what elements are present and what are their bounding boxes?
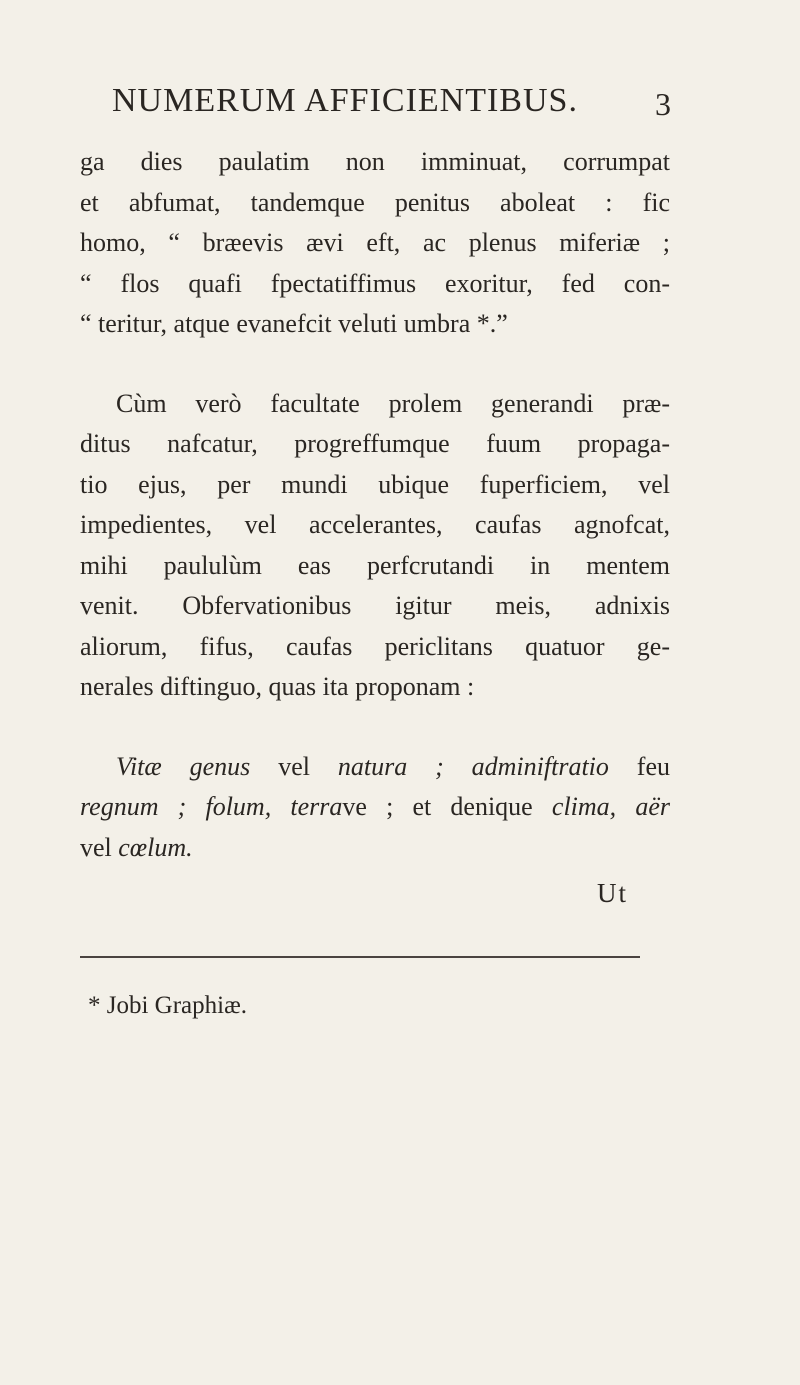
- text-run: vel: [80, 832, 119, 862]
- italic-term: cœlum.: [118, 832, 193, 862]
- text-line: venit. Obfervationibus igitur meis, adnixis: [80, 591, 670, 620]
- text-line: aliorum, fifus, caufas periclitans quatuor ge-: [80, 631, 670, 661]
- italic-term: natura ; adminiftratio: [337, 751, 609, 781]
- page-number: 3: [655, 86, 672, 122]
- text-line: “ flos quafi fpectatiffimus exoritur, fed con-: [80, 268, 670, 298]
- italic-term: Vitæ genus: [116, 751, 251, 781]
- text-run: vel: [250, 751, 338, 781]
- text-line: tio ejus, per mundi ubique fuperficiem, vel: [80, 469, 670, 499]
- text-line: nerales diftinguo, quas ita proponam :: [80, 672, 475, 701]
- text-line: et abfumat, tandemque penitus aboleat : fic: [80, 187, 670, 217]
- italic-term: clima, aër: [551, 792, 670, 821]
- text-line: Cùm verò facultate prolem generandi præ-: [116, 388, 670, 418]
- footnote: * Jobi Graphiæ.: [88, 992, 248, 1019]
- text-run: feu: [608, 751, 670, 781]
- text-line: “ teritur, atque evanefcit veluti umbra *.”: [80, 309, 508, 338]
- text-line: homo, “ bræevis ævi eft, ac plenus miferiæ ;: [80, 228, 670, 257]
- text-line: mihi paululùm eas perfcrutandi in mentem: [80, 550, 670, 580]
- body-text: [80, 142, 670, 868]
- text-line: ditus nafcatur, progreffumque fuum propaga-: [80, 429, 670, 458]
- catchword: Ut: [597, 878, 628, 908]
- text-line: [80, 828, 670, 869]
- text-run: ve ; et denique: [342, 792, 552, 821]
- text-line: [80, 747, 670, 788]
- text-line: [80, 787, 670, 828]
- running-title: NUMERUM AFFICIENTIBUS.: [112, 82, 578, 119]
- footnote-rule: [80, 956, 640, 958]
- text-line: impedientes, vel accelerantes, caufas agnofcat,: [80, 510, 670, 539]
- running-head: [112, 82, 672, 120]
- italic-term: regnum ; folum, terra: [80, 792, 343, 821]
- paragraph-gap: [80, 345, 670, 384]
- text-line: ga dies paulatim non imminuat, corrumpat: [80, 147, 670, 176]
- paragraph-gap: [80, 708, 670, 747]
